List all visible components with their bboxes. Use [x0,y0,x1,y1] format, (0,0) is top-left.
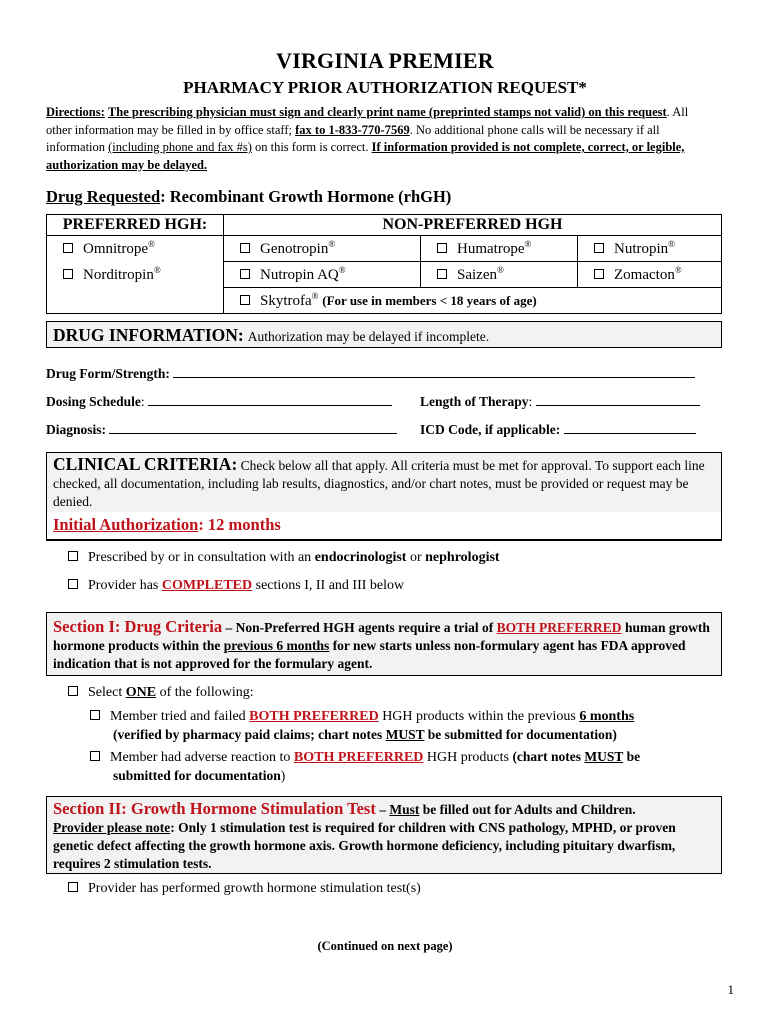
checkbox[interactable] [594,269,604,279]
directions-part3: . No additional phone calls will be necessary if all information [46,122,660,154]
criteria-item-completed: Provider has COMPLETED sections I, II and III below [58,578,404,594]
preferred-item-omnitrope[interactable]: Omnitrope® [47,236,224,262]
clinical-text: Check below all that apply. All criteria must be met for approval. To support each line checked, all documentation, including lab results, diagnostics, and/or chart notes, must be provided or request may be denied. [53,458,705,509]
initial-label: Initial Authorization [53,515,199,534]
stimulation-test-item: Provider has performed growth hormone stimulation test(s) [58,881,421,897]
icd-label: ICD Code, if applicable: [420,422,561,437]
nonpreferred-item-humatrope[interactable]: Humatrope® [421,236,578,262]
form-subtitle: PHARMACY PRIOR AUTHORIZATION REQUEST* [183,78,587,97]
form-title: VIRGINIA PREMIER [276,48,494,73]
directions-part4: on this form is correct. [251,140,372,154]
skytrofa-note: (For use in members < 18 years of age) [322,293,537,308]
checkbox[interactable] [240,269,250,279]
directions-part1: The prescribing physician must sign and clearly print name (preprinted stamps not valid) on this request [107,105,667,119]
length-input[interactable] [536,392,700,406]
checkbox[interactable] [437,243,447,253]
checkbox[interactable] [437,269,447,279]
directions-text [46,104,706,174]
diagnosis-label: Diagnosis: [46,422,107,437]
option-tried-failed: Member tried and failed BOTH PREFERRED HGH products within the previous 6 months (verified by pharmacy paid claims; chart notes MUST be submitted for documentation) [80,708,720,745]
initial-authorization [46,512,722,540]
section1-box: Section I: Drug Criteria – Non-Preferred HGH agents require a trial of BOTH PREFERRED human growth hormone products within the previous 6 months for new starts unless non-formulary agent has FDA approved indication that is not approved for the formulary agent. [46,612,722,676]
section2-box: Section II: Growth Hormone Stimulation Test – Must be filled out for Adults and Children. Provider please note: Only 1 stimulation test is required for children with CNS pathology, MPHD, or proven genetic defect affecting the growth hormone axis. Growth hormone deficiency, including pituitary dwarfism, requires 2 stimulation tests. [46,796,722,874]
preferred-header: PREFERRED HGH: [47,215,224,236]
clinical-title: CLINICAL CRITERIA: [53,454,238,474]
checkbox[interactable] [594,243,604,253]
directions-part2: . All other information may be filled in by office staff; [46,105,689,137]
preferred-item-norditropin[interactable]: Norditropin® [47,262,224,288]
nonpreferred-item-saizen[interactable]: Saizen® [421,262,578,288]
continued-note: (Continued on next page) [317,939,453,953]
option-adverse-reaction: Member had adverse reaction to BOTH PREFERRED HGH products (chart notes MUST be submitted for documentation) [80,748,720,786]
section1-title: Section I: Drug Criteria [53,617,223,636]
drug-form-input[interactable] [173,364,695,378]
nonpreferred-header: NON-PREFERRED HGH [224,215,722,236]
directions-paren: (including phone and fax #s) [108,140,252,154]
nonpreferred-item-zomacton[interactable]: Zomacton® [578,262,722,288]
drug-form-row [46,364,695,382]
drug-requested-value: : Recombinant Growth Hormone (rhGH) [160,187,452,206]
checkbox[interactable] [68,882,78,892]
drug-info-header [46,321,722,348]
checkbox[interactable] [90,751,100,761]
checkbox[interactable] [63,269,73,279]
checkbox[interactable] [90,710,100,720]
select-one-row: Select ONE of the following: [58,685,254,701]
drug-info-title: DRUG INFORMATION: [53,325,244,345]
drug-form-label: Drug Form/Strength: [46,366,170,381]
section2-title: Section II: Growth Hormone Stimulation Test [53,799,376,818]
drug-requested [46,187,451,207]
diagnosis-input[interactable] [109,420,397,434]
icd-row [420,420,696,438]
diagnosis-row [46,420,397,438]
length-row: Length of Therapy: [420,392,700,410]
dosing-input[interactable] [148,392,392,406]
checkbox[interactable] [63,243,73,253]
checkbox[interactable] [240,243,250,253]
icd-input[interactable] [564,420,696,434]
directions-label: Directions: [46,105,105,119]
drug-requested-label: Drug Requested [46,187,161,206]
hgh-table [46,214,722,314]
drug-info-note: Authorization may be delayed if incomplete. [247,329,490,344]
page-number: 1 [727,982,734,997]
nonpreferred-item-nutropin[interactable]: Nutropin® [578,236,722,262]
length-label: Length of Therapy [420,394,529,409]
dosing-label: Dosing Schedule [46,394,141,409]
nonpreferred-item-skytrofa[interactable]: Skytrofa® (For use in members < 18 years of age) [224,288,578,314]
dosing-row: Dosing Schedule: [46,392,392,410]
directions-warning: If information provided is not complete, correct, or legible, authorization may be delayed. [46,140,685,172]
checkbox[interactable] [68,579,78,589]
checkbox[interactable] [68,686,78,696]
fax-number: fax to 1-833-770-7569 [295,122,410,137]
criteria-item-specialist: Prescribed by or in consultation with an endocrinologist or nephrologist [58,550,500,566]
checkbox[interactable] [68,551,78,561]
nonpreferred-item-genotropin[interactable]: Genotropin® [224,236,421,262]
checkbox[interactable] [240,295,250,305]
nonpreferred-item-nutropin-aq[interactable]: Nutropin AQ® [224,262,421,288]
initial-duration: : 12 months [198,515,281,534]
